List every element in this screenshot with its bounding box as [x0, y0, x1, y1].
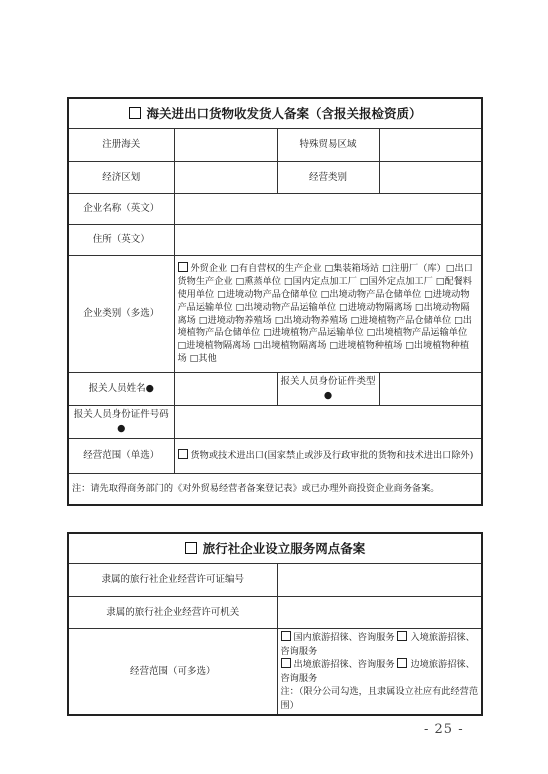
field-declarant-name[interactable] [174, 373, 277, 406]
scope-note: 注：（限分公司勾选，且隶属设立社应有此经营范围） [280, 686, 479, 711]
scope-option-text: 国内旅游招徕、咨询服务 [293, 632, 395, 643]
checkbox[interactable] [129, 107, 141, 119]
checkbox[interactable] [185, 542, 197, 554]
company-type-options[interactable] [174, 256, 482, 373]
checkbox[interactable] [397, 658, 407, 668]
checkbox[interactable] [281, 631, 291, 641]
label-special-trade-zone: 特殊贸易区域 [277, 129, 379, 162]
section-title [68, 533, 482, 564]
label-registered-customs: 注册海关 [68, 129, 174, 162]
filing-note: 注：请先取得商务部门的《对外贸易经营者备案登记表》或已办理外商投资企业商务备案。 [68, 474, 482, 506]
field-address-en[interactable] [174, 225, 482, 256]
field-license-number[interactable] [277, 564, 482, 597]
label-travel-scope: 经营范围（可多选） [68, 629, 277, 716]
business-scope-option[interactable] [174, 439, 482, 474]
label-license-authority: 隶属的旅行社企业经营许可机关 [68, 597, 277, 629]
field-business-category[interactable] [379, 162, 482, 194]
scope-option-text: 出境旅游招徕、咨询服务 [293, 659, 395, 670]
checkbox[interactable] [178, 449, 188, 459]
label-declarant-name: 报关人员姓名● [68, 373, 174, 406]
field-declarant-id-type[interactable] [379, 373, 482, 406]
label-company-name-en: 企业名称（英文） [68, 194, 174, 225]
label-license-number: 隶属的旅行社企业经营许可证编号 [68, 564, 277, 597]
field-special-trade-zone[interactable] [379, 129, 482, 162]
page-number: - 25 - [424, 722, 464, 737]
section-title-text: 旅行社企业设立服务网点备案 [202, 540, 366, 556]
customs-filing-table [67, 97, 483, 506]
label-company-type: 企业类别（多选） [68, 256, 174, 373]
section-title [68, 98, 482, 129]
label-business-scope: 经营范围（单选） [68, 439, 174, 474]
field-declarant-id-no[interactable] [174, 406, 482, 439]
travel-agency-filing-table [67, 532, 483, 716]
company-type-options-text: 外贸企业 □有自营权的生产企业 □集装箱场站 □注册厂（库）□出口货物生产企业 □熏蒸单位 □国内定点加工厂 □国外定点加工厂 □配餐料使用单位 □进境动物产品仓储单位 □出境动物产品仓储单位 □进境动物产品运输单位 □出境动物产品运输单位 □进境动物隔离场 □出境动物隔离场 □进境动物养殖场 □出境动物养殖场 □进境植物产品仓储单位 □出境植物产品仓储单位 □进境植物产品运输单位 □出境植物产品运输单位 □进境植物隔离场 □出境植物隔离场 □进境植物种植场 □出境植物种植场 □其他 [177, 263, 473, 364]
scope-option-text: 入境旅游招徕、咨询服务 [280, 632, 475, 657]
label-business-category: 经营类别 [277, 162, 379, 194]
label-declarant-id-no: 报关人员身份证件号码● [68, 406, 174, 439]
travel-scope-options[interactable] [277, 629, 482, 716]
field-license-authority[interactable] [277, 597, 482, 629]
field-company-name-en[interactable] [174, 194, 482, 225]
label-address-en: 住所（英文） [68, 225, 174, 256]
checkbox[interactable] [397, 631, 407, 641]
checkbox[interactable] [178, 262, 188, 272]
field-economic-zone[interactable] [174, 162, 277, 194]
label-economic-zone: 经济区划 [68, 162, 174, 194]
field-registered-customs[interactable] [174, 129, 277, 162]
section-title-text: 海关进出口货物收发货人备案（含报关报检资质） [146, 105, 422, 121]
label-declarant-id-type: 报关人员身份证件类型● [277, 373, 379, 406]
business-scope-option-text: 货物或技术进出口(国家禁止或涉及行政审批的货物和技术进出口除外) [190, 450, 474, 462]
scope-option-text: 边境旅游招徕、咨询服务 [280, 659, 475, 684]
checkbox[interactable] [281, 658, 291, 668]
